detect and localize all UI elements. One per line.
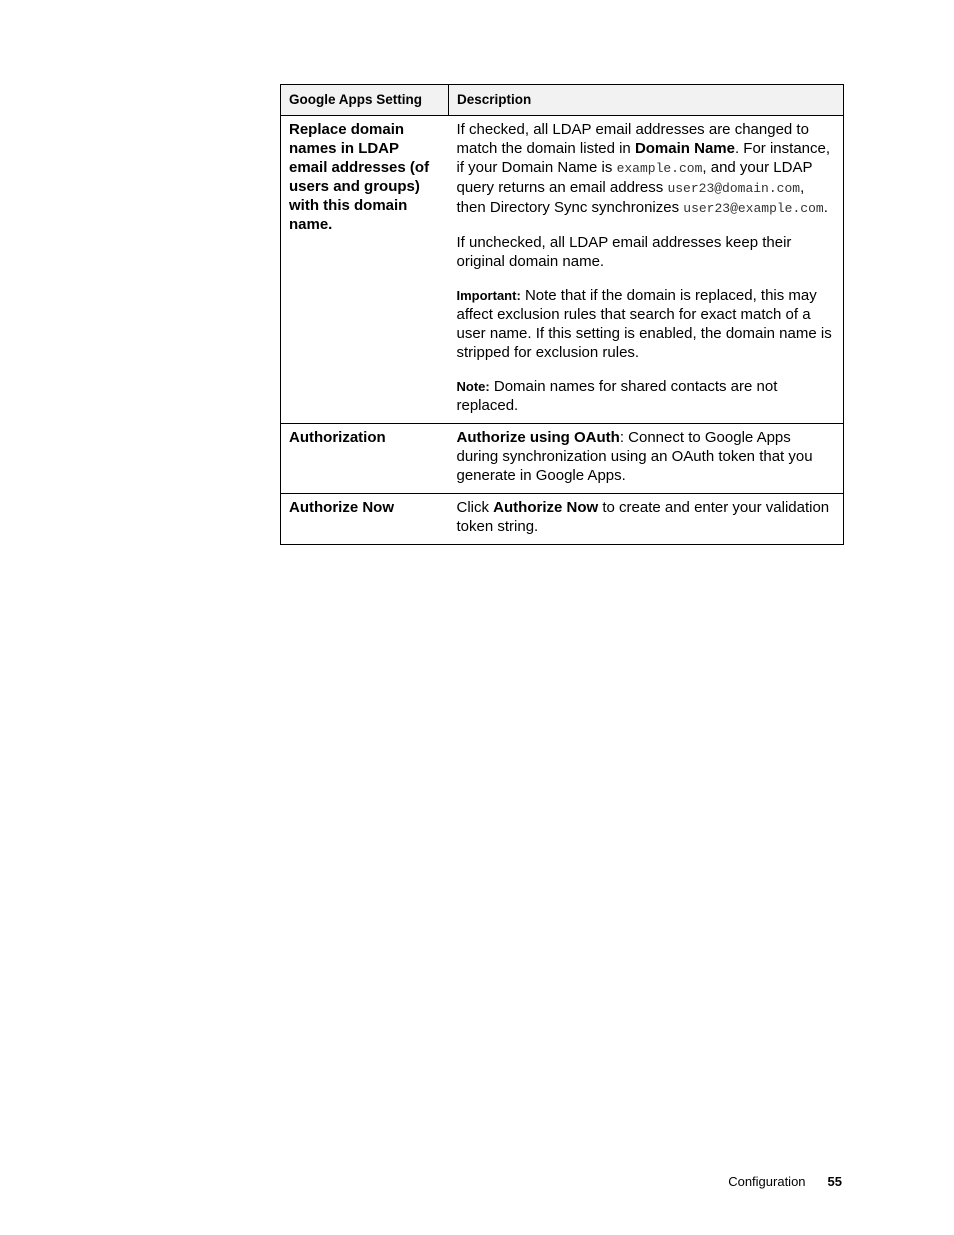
note-label: Note: <box>456 379 490 394</box>
note-paragraph <box>457 377 836 415</box>
settings-table <box>280 84 844 545</box>
bold-term: Authorize using OAuth <box>456 429 620 446</box>
text-fragment: , and your LDAP query returns an email address <box>456 159 813 196</box>
table-row <box>281 424 844 494</box>
code-synced-address: user23@example.com <box>683 201 824 216</box>
setting-name: Replace domain names in LDAP email addresses (of users and groups) with this domain name. <box>281 116 449 424</box>
header-setting: Google Apps Setting <box>281 85 449 116</box>
note-text: Domain names for shared contacts are not replaced. <box>456 378 778 414</box>
page-footer <box>680 1174 842 1189</box>
text-fragment: Click <box>456 499 494 516</box>
table-header-row <box>281 85 844 116</box>
description-paragraph <box>457 498 836 536</box>
description-paragraph: If unchecked, all LDAP email addresses keep their original domain name. <box>456 234 792 270</box>
text-fragment: to create and enter your validation token string. <box>456 499 830 535</box>
description-paragraph <box>457 428 836 485</box>
code-example-domain: example.com <box>616 161 703 176</box>
table-row <box>281 116 844 424</box>
text-fragment: . For instance, if your Domain Name is <box>456 140 831 176</box>
header-description: Description <box>449 85 844 116</box>
table-row <box>281 494 844 545</box>
page-number: 55 <box>827 1174 842 1189</box>
setting-description <box>449 116 844 424</box>
text-fragment: . <box>823 199 828 216</box>
important-paragraph <box>457 286 836 362</box>
setting-name: Authorize Now <box>281 494 449 545</box>
setting-name: Authorization <box>281 424 449 494</box>
important-label: Important: <box>456 288 521 303</box>
text-fragment: If checked, all LDAP email addresses are changed to match the domain listed in <box>456 121 809 157</box>
bold-term: Authorize Now <box>493 499 599 516</box>
bold-term: Domain Name <box>634 140 735 157</box>
description-paragraph <box>457 120 836 218</box>
important-text: Note that if the domain is replaced, this may affect exclusion rules that search for exact match of a user name. If this setting is enabled, the domain name is stripped for exclusion rules. <box>456 287 832 361</box>
text-fragment: : Connect to Google Apps during synchronization using an OAuth token that you generate in Google Apps. <box>456 429 813 484</box>
text-fragment: , then Directory Sync synchronizes <box>456 179 805 216</box>
setting-description <box>449 494 844 545</box>
code-ldap-address: user23@domain.com <box>667 181 801 196</box>
footer-section-title: Configuration <box>728 1174 806 1189</box>
setting-description <box>449 424 844 494</box>
